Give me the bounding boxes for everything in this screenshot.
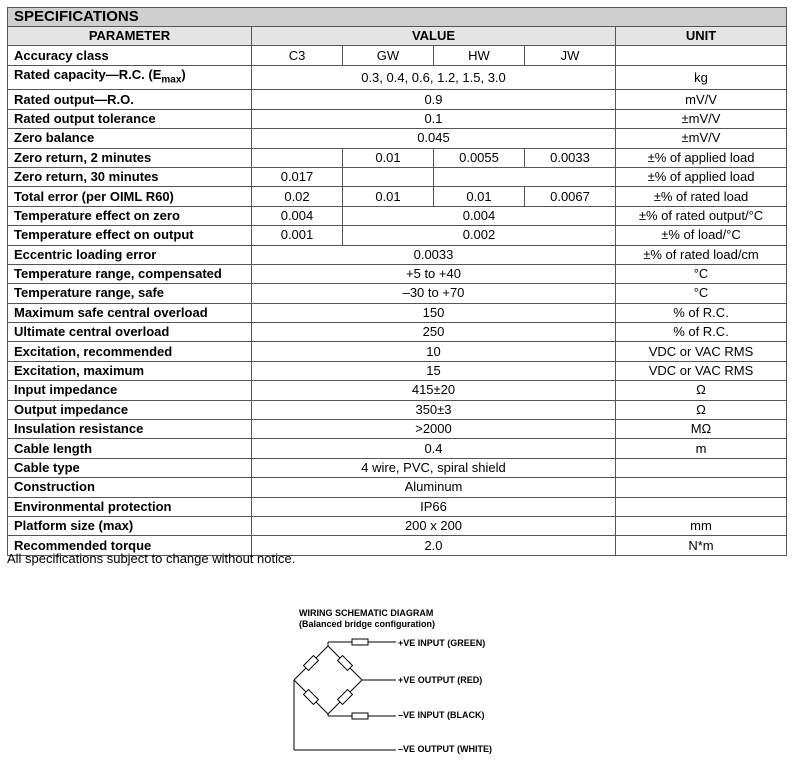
value-cell: 0.045 [252,129,616,148]
value-cell: 0.004 [252,206,343,225]
table-row [8,187,787,206]
table-row [8,109,787,128]
value-cell: >2000 [252,420,616,439]
param-cell: Rated output—R.O. [8,90,252,109]
value-cell: 2.0 [252,536,616,555]
value-cell: 0.1 [252,109,616,128]
unit-cell: N*m [616,536,787,555]
table-row [8,381,787,400]
unit-cell: m [616,439,787,458]
value-cell: 0.0033 [525,148,616,167]
value-cell: 0.0067 [525,187,616,206]
unit-cell: VDC or VAC RMS [616,342,787,361]
schematic-title [299,608,435,630]
unit-cell: VDC or VAC RMS [616,361,787,380]
param-text: Rated capacity—R.C. (E [14,66,162,82]
table-row [8,226,787,245]
param-cell: Excitation, recommended [8,342,252,361]
value-cell: –30 to +70 [252,284,616,303]
param-cell: Recommended torque [8,536,252,555]
value-cell: Aluminum [252,478,616,497]
unit-cell: ±% of rated output/°C [616,206,787,225]
value-cell: 15 [252,361,616,380]
unit-cell: Ω [616,400,787,419]
schematic-heading: WIRING SCHEMATIC DIAGRAM [299,608,434,618]
param-cell: Temperature effect on zero [8,206,252,225]
unit-cell: ±mV/V [616,109,787,128]
unit-cell: Ω [616,381,787,400]
resistor-icon [352,713,368,719]
label-minus-input: –VE INPUT (BLACK) [398,710,485,720]
param-cell: Input impedance [8,381,252,400]
value-cell: C3 [252,46,343,65]
table-row [8,303,787,322]
param-cell: Cable length [8,439,252,458]
param-cell: Construction [8,478,252,497]
unit-cell: mm [616,516,787,535]
table-row [8,497,787,516]
value-cell [252,148,343,167]
unit-cell: mV/V [616,90,787,109]
value-cell: +5 to +40 [252,264,616,283]
param-cell: Zero return, 30 minutes [8,167,252,186]
disclaimer-note: All specifications subject to change without notice. [7,551,296,566]
unit-cell: kg [616,65,787,90]
table-row [8,46,787,65]
value-cell: 0.002 [343,226,616,245]
header-unit: UNIT [616,27,787,46]
param-cell: Excitation, maximum [8,361,252,380]
label-plus-output: +VE OUTPUT (RED) [398,675,483,685]
table-row [8,284,787,303]
table-row [8,245,787,264]
value-cell [343,167,434,186]
unit-cell [616,478,787,497]
header-value: VALUE [252,27,616,46]
table-row [8,420,787,439]
table-row [8,478,787,497]
param-cell: Insulation resistance [8,420,252,439]
value-cell: 0.01 [343,187,434,206]
param-cell: Total error (per OIML R60) [8,187,252,206]
value-cell: 0.017 [252,167,343,186]
resistor-icon [304,656,319,671]
value-cell: 0.9 [252,90,616,109]
table-row [8,439,787,458]
unit-cell [616,497,787,516]
value-cell: 0.01 [343,148,434,167]
value-cell: JW [525,46,616,65]
table-row [8,129,787,148]
param-cell [8,65,252,90]
specifications-table [7,7,787,556]
table-row [8,342,787,361]
param-subscript: max [161,74,182,86]
resistor-icon [338,690,353,705]
value-cell: 150 [252,303,616,322]
value-cell: IP66 [252,497,616,516]
label-minus-output: –VE OUTPUT (WHITE) [398,744,492,754]
value-cell: 350±3 [252,400,616,419]
table-row [8,90,787,109]
header-parameter: PARAMETER [8,27,252,46]
unit-cell [616,46,787,65]
resistor-icon [304,690,319,705]
value-cell: 10 [252,342,616,361]
resistor-icon [338,656,353,671]
table-row [8,65,787,90]
table-row [8,323,787,342]
table-row [8,148,787,167]
value-cell: HW [434,46,525,65]
param-cell: Platform size (max) [8,516,252,535]
unit-cell [616,458,787,477]
value-cell: 0.001 [252,226,343,245]
unit-cell: ±% of rated load [616,187,787,206]
unit-cell: ±mV/V [616,129,787,148]
value-cell: 0.02 [252,187,343,206]
param-cell: Temperature range, compensated [8,264,252,283]
table-row [8,167,787,186]
param-text-end: ) [181,66,186,82]
param-cell: Ultimate central overload [8,323,252,342]
value-cell: 415±20 [252,381,616,400]
value-cell: 0.0033 [252,245,616,264]
value-cell: 0.4 [252,439,616,458]
table-row [8,361,787,380]
wiring-schematic-diagram [280,630,520,760]
unit-cell: % of R.C. [616,323,787,342]
value-cell: 0.0055 [434,148,525,167]
value-cell: 0.01 [434,187,525,206]
param-cell: Eccentric loading error [8,245,252,264]
value-cell: 0.3, 0.4, 0.6, 1.2, 1.5, 3.0 [252,65,616,90]
param-cell: Zero balance [8,129,252,148]
unit-cell: ±% of load/°C [616,226,787,245]
value-cell [434,167,616,186]
param-cell: Accuracy class [8,46,252,65]
param-cell: Output impedance [8,400,252,419]
param-cell: Maximum safe central overload [8,303,252,322]
value-cell: 0.004 [343,206,616,225]
table-row [8,458,787,477]
param-cell: Temperature effect on output [8,226,252,245]
table-row [8,206,787,225]
table-row [8,264,787,283]
unit-cell: % of R.C. [616,303,787,322]
param-cell: Environmental protection [8,497,252,516]
param-cell: Zero return, 2 minutes [8,148,252,167]
label-plus-input: +VE INPUT (GREEN) [398,638,486,648]
unit-cell: °C [616,284,787,303]
table-row [8,516,787,535]
value-cell: 200 x 200 [252,516,616,535]
value-cell: 250 [252,323,616,342]
schematic-subheading: (Balanced bridge configuration) [299,619,436,629]
unit-cell: ±% of applied load [616,148,787,167]
table-title: SPECIFICATIONS [8,8,787,27]
param-cell: Temperature range, safe [8,284,252,303]
resistor-icon [352,639,368,645]
table-row [8,400,787,419]
param-cell: Rated output tolerance [8,109,252,128]
value-cell: 4 wire, PVC, spiral shield [252,458,616,477]
unit-cell: ±% of applied load [616,167,787,186]
value-cell: GW [343,46,434,65]
unit-cell: ±% of rated load/cm [616,245,787,264]
unit-cell: MΩ [616,420,787,439]
param-cell: Cable type [8,458,252,477]
unit-cell: °C [616,264,787,283]
